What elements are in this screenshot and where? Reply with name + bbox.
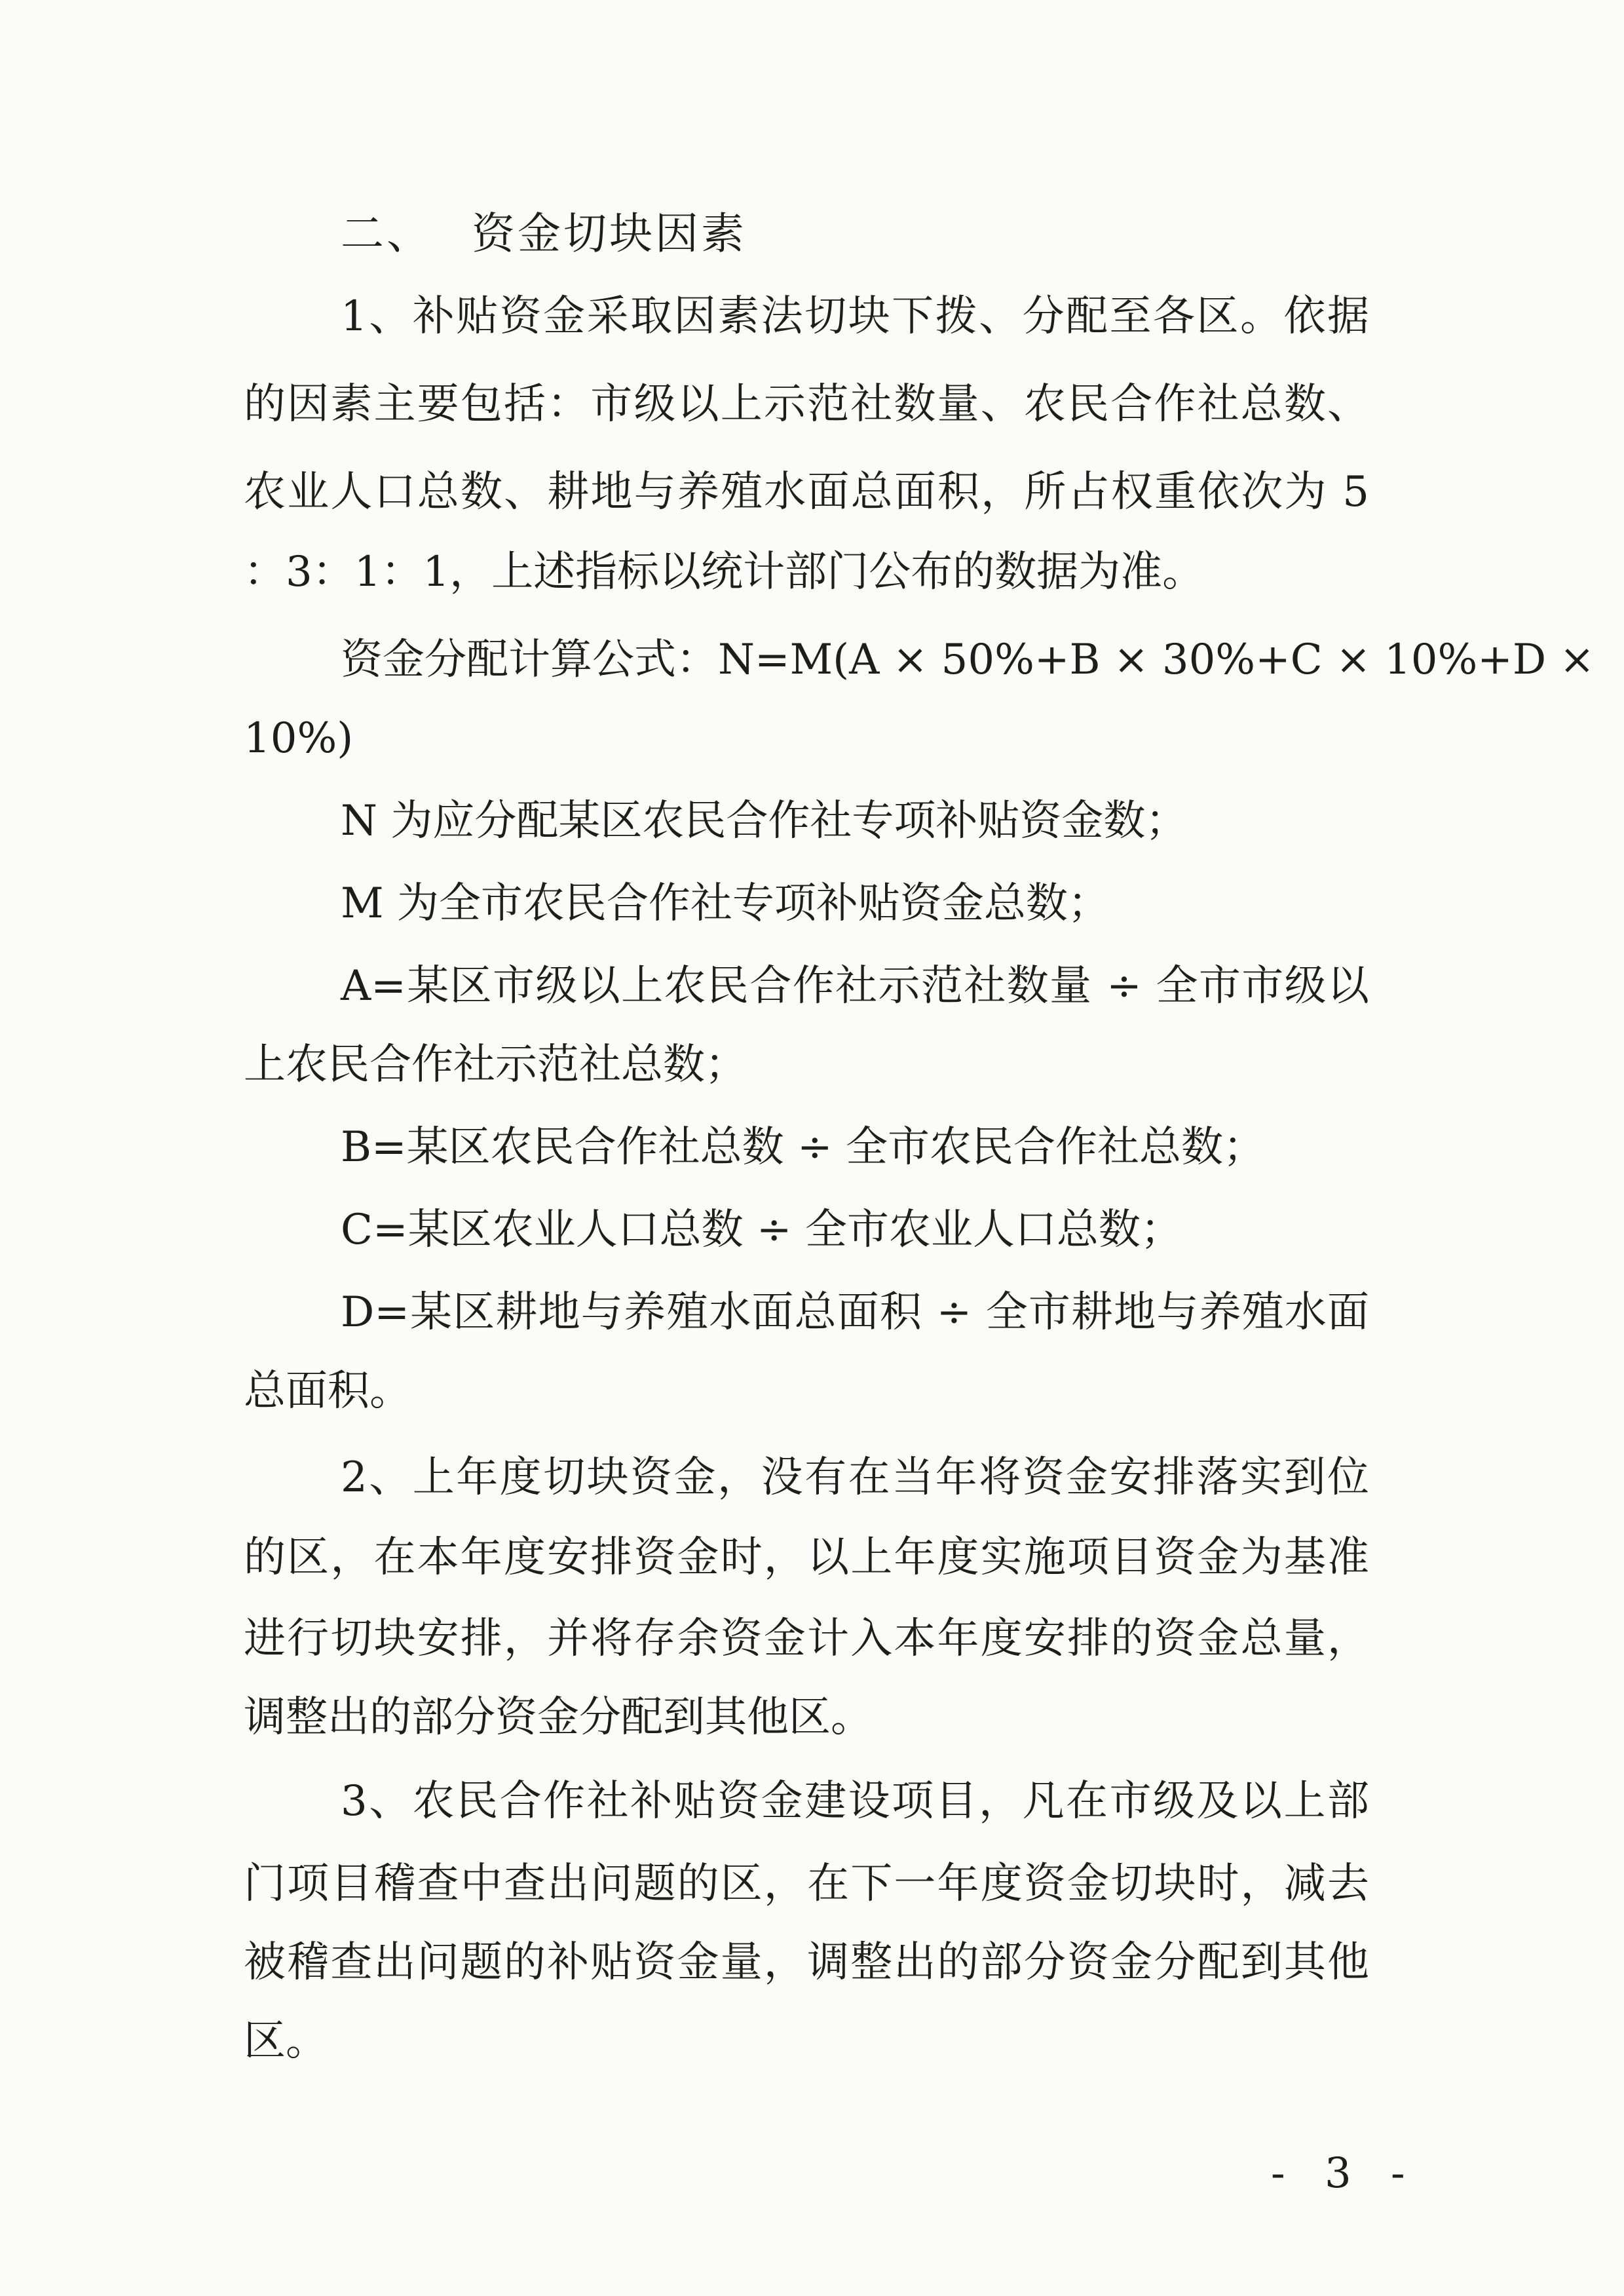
definition-line: 总面积。: [244, 1367, 411, 1415]
paragraph-line: 2、上年度切块资金，没有在当年将资金安排落实到位: [341, 1453, 1369, 1502]
definition-line: C=某区农业人口总数 ÷ 全市农业人口总数；: [341, 1206, 1182, 1254]
paragraph-line: 区。: [244, 2017, 328, 2065]
paragraph-line: 门项目稽查中查出问题的区，在下一年度资金切块时，减去: [244, 1860, 1369, 1908]
paragraph-line: 3、农民合作社补贴资金建设项目，凡在市级及以上部: [341, 1777, 1369, 1826]
paragraph-line: 被稽查出问题的补贴资金量，调整出的部分资金分配到其他: [244, 1938, 1369, 1987]
definition-line: 上农民合作社示范社总数；: [244, 1041, 747, 1089]
definition-line: B=某区农民合作社总数 ÷ 全市农民合作社总数；: [341, 1123, 1265, 1172]
section-title: 资金切块因素: [472, 208, 747, 259]
paragraph-line: ：3：1：1，上述指标以统计部门公布的数据为准。: [244, 548, 1205, 596]
definition-line: D=某区耕地与养殖水面总面积 ÷ 全市耕地与养殖水面: [341, 1288, 1369, 1337]
page-number: - 3 -: [1271, 2149, 1418, 2198]
paragraph-line: 调整出的部分资金分配到其他区。: [244, 1693, 873, 1742]
formula-line: 10%): [244, 714, 354, 763]
paragraph-line: 的区，在本年度安排资金时，以上年度实施项目资金为基准: [244, 1533, 1369, 1582]
section-heading: [341, 204, 747, 263]
paragraph-line: 的因素主要包括：市级以上示范社数量、农民合作社总数、: [244, 380, 1369, 429]
definition-line: A=某区市级以上农民合作社示范社数量 ÷ 全市市级以: [341, 962, 1369, 1010]
paragraph-line: 进行切块安排，并将存余资金计入本年度安排的资金总量，: [244, 1615, 1369, 1663]
formula-line: 资金分配计算公式：N=M(A × 50%+B × 30%+C × 10%+D ×: [341, 636, 1595, 684]
definition-line: N 为应分配某区农民合作社专项补贴资金数；: [341, 797, 1188, 845]
paragraph-line: 1、补贴资金采取因素法切块下拨、分配至各区。依据: [341, 292, 1369, 341]
paragraph-line: 农业人口总数、耕地与养殖水面总面积，所占权重依次为 5: [244, 468, 1369, 516]
definition-line: M 为全市农民合作社专项补贴资金总数；: [341, 879, 1110, 928]
section-number: 二、: [341, 208, 432, 259]
